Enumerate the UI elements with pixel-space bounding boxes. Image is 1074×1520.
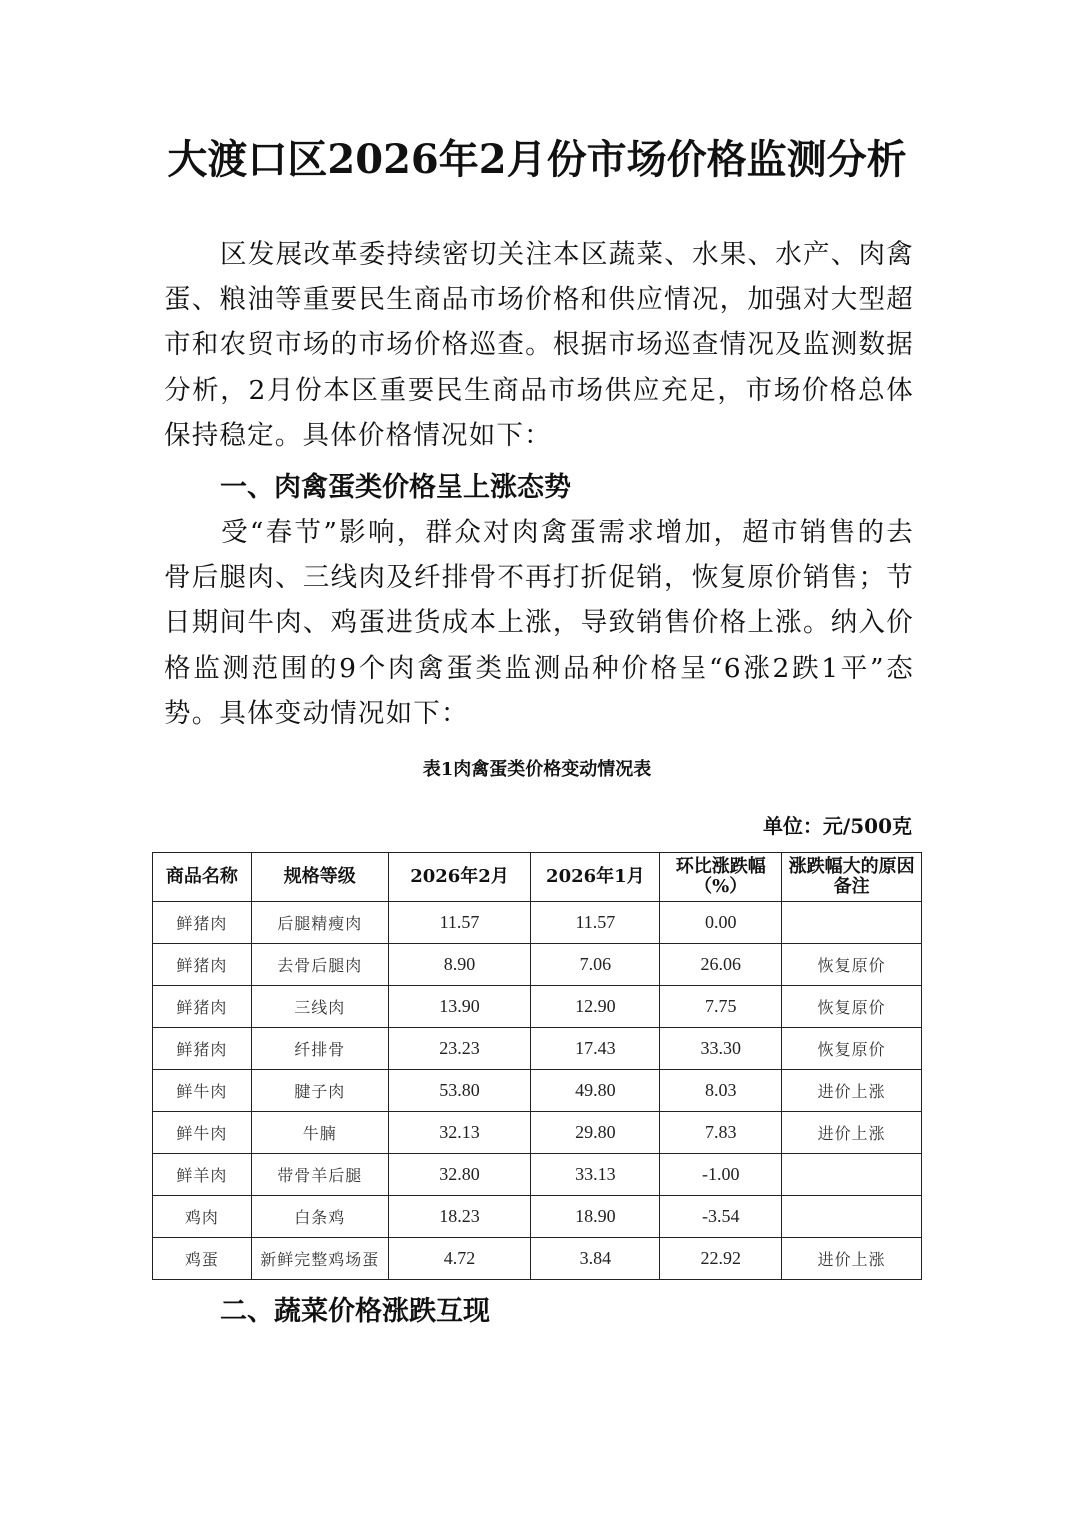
cell-spec-grade: 带骨羊后腿	[251, 1154, 388, 1196]
price-table	[152, 852, 922, 1280]
cell-spec-grade: 纤排骨	[251, 1028, 388, 1070]
cell-feb-price: 18.23	[388, 1196, 531, 1238]
table-row	[153, 1070, 922, 1112]
table-unit: 单位：元/500克	[762, 814, 912, 838]
cell-jan-price: 12.90	[531, 986, 660, 1028]
table-row	[153, 944, 922, 986]
cell-spec-grade: 后腿精瘦肉	[251, 902, 388, 944]
header-jan-2026: 2026年1月	[531, 853, 660, 902]
cell-jan-price: 11.57	[531, 902, 660, 944]
cell-jan-price: 17.43	[531, 1028, 660, 1070]
cell-jan-price: 33.13	[531, 1154, 660, 1196]
cell-feb-price: 8.90	[388, 944, 531, 986]
cell-spec-grade: 白条鸡	[251, 1196, 388, 1238]
cell-reason-note	[782, 902, 922, 944]
cell-feb-price: 11.57	[388, 902, 531, 944]
cell-reason-note: 恢复原价	[782, 944, 922, 986]
cell-reason-note: 恢复原价	[782, 1028, 922, 1070]
cell-mom-change: -1.00	[660, 1154, 782, 1196]
section-1-paragraph	[164, 510, 914, 736]
cell-spec-grade: 三线肉	[251, 986, 388, 1028]
cell-feb-price: 13.90	[388, 986, 531, 1028]
intro-paragraph-text: 区发展改革委持续密切关注本区蔬菜、水果、水产、肉禽蛋、粮油等重要民生商品市场价格和供应情况，加强对大型超市和农贸市场的市场价格巡查。根据市场巡查情况及监测数据分析，2月份本区重要民生商品市场供应充足，市场价格总体保持稳定。具体价格情况如下：	[164, 239, 914, 451]
table-body	[153, 902, 922, 1280]
cell-feb-price: 53.80	[388, 1070, 531, 1112]
header-mom-change: 环比涨跌幅（%）	[660, 853, 782, 902]
cell-spec-grade: 新鲜完整鸡场蛋	[251, 1238, 388, 1280]
cell-product-name: 鲜猪肉	[153, 902, 252, 944]
cell-reason-note	[782, 1196, 922, 1238]
cell-reason-note: 进价上涨	[782, 1070, 922, 1112]
cell-mom-change: 7.75	[660, 986, 782, 1028]
cell-feb-price: 32.13	[388, 1112, 531, 1154]
cell-product-name: 鸡肉	[153, 1196, 252, 1238]
cell-product-name: 鲜猪肉	[153, 944, 252, 986]
table-caption: 表1肉禽蛋类价格变动情况表	[422, 759, 652, 780]
header-feb-2026: 2026年2月	[388, 853, 531, 902]
intro-paragraph	[164, 232, 914, 458]
cell-mom-change: 0.00	[660, 902, 782, 944]
section-2-heading: 二、蔬菜价格涨跌互现	[220, 1296, 490, 1327]
cell-jan-price: 49.80	[531, 1070, 660, 1112]
cell-mom-change: -3.54	[660, 1196, 782, 1238]
cell-mom-change: 33.30	[660, 1028, 782, 1070]
cell-feb-price: 23.23	[388, 1028, 531, 1070]
cell-product-name: 鲜猪肉	[153, 1028, 252, 1070]
section-1-paragraph-text: 受“春节”影响，群众对肉禽蛋需求增加，超市销售的去骨后腿肉、三线肉及纤排骨不再打折促销，恢复原价销售；节日期间牛肉、鸡蛋进货成本上涨，导致销售价格上涨。纳入价格监测范围的9个肉禽蛋类监测品种价格呈“6涨2跌1平”态势。具体变动情况如下：	[164, 517, 914, 729]
cell-product-name: 鲜猪肉	[153, 986, 252, 1028]
section-1-heading: 一、肉禽蛋类价格呈上涨态势	[220, 472, 571, 503]
table-row	[153, 1238, 922, 1280]
cell-reason-note	[782, 1154, 922, 1196]
cell-spec-grade: 去骨后腿肉	[251, 944, 388, 986]
table-row	[153, 986, 922, 1028]
cell-mom-change: 7.83	[660, 1112, 782, 1154]
cell-jan-price: 29.80	[531, 1112, 660, 1154]
cell-reason-note: 进价上涨	[782, 1238, 922, 1280]
table-row	[153, 1154, 922, 1196]
cell-feb-price: 32.80	[388, 1154, 531, 1196]
cell-product-name: 鲜羊肉	[153, 1154, 252, 1196]
header-spec-grade: 规格等级	[251, 853, 388, 902]
cell-spec-grade: 牛腩	[251, 1112, 388, 1154]
header-product-name: 商品名称	[153, 853, 252, 902]
table-row	[153, 1196, 922, 1238]
cell-jan-price: 7.06	[531, 944, 660, 986]
cell-reason-note: 恢复原价	[782, 986, 922, 1028]
document-title: 大渡口区2026年2月份市场价格监测分析	[167, 136, 907, 183]
cell-jan-price: 3.84	[531, 1238, 660, 1280]
cell-product-name: 鲜牛肉	[153, 1070, 252, 1112]
table-row	[153, 1028, 922, 1070]
cell-product-name: 鸡蛋	[153, 1238, 252, 1280]
cell-product-name: 鲜牛肉	[153, 1112, 252, 1154]
cell-spec-grade: 腱子肉	[251, 1070, 388, 1112]
cell-mom-change: 8.03	[660, 1070, 782, 1112]
cell-mom-change: 22.92	[660, 1238, 782, 1280]
cell-mom-change: 26.06	[660, 944, 782, 986]
table-row	[153, 1112, 922, 1154]
cell-reason-note: 进价上涨	[782, 1112, 922, 1154]
cell-jan-price: 18.90	[531, 1196, 660, 1238]
table-header-row	[153, 853, 922, 902]
header-reason-note: 涨跌幅大的原因备注	[782, 853, 922, 902]
cell-feb-price: 4.72	[388, 1238, 531, 1280]
table-row	[153, 902, 922, 944]
